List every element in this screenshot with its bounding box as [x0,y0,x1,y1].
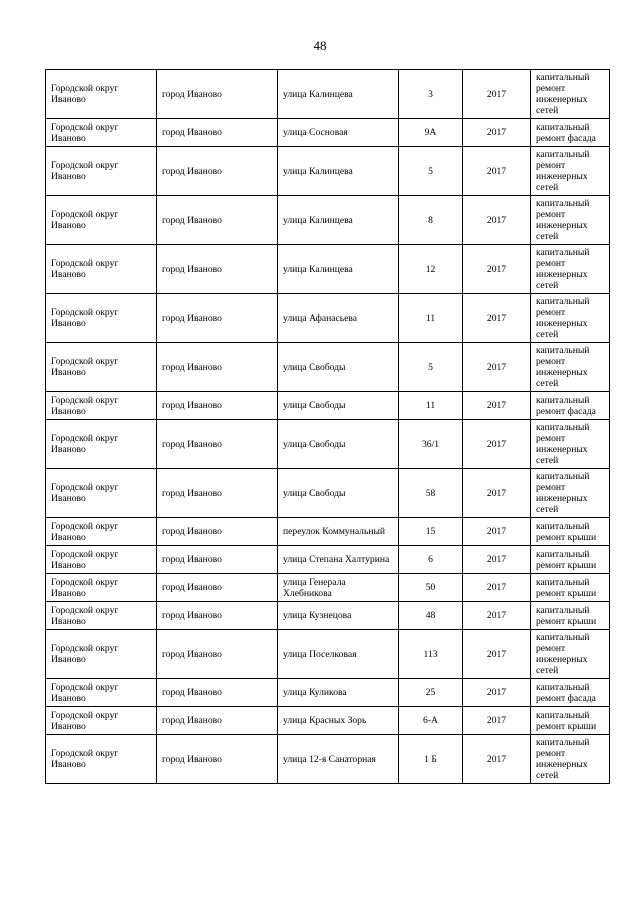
table-row [46,196,610,245]
year-cell: 2017 [463,294,531,343]
district-cell: Городской округ Иваново [46,343,157,392]
street-cell: переулок Коммунальный [278,518,399,546]
street-cell: улица Поселковая [278,630,399,679]
city-cell: город Иваново [157,196,278,245]
district-cell: Городской округ Иваново [46,420,157,469]
work-type-cell: капитальный ремонт инженерных сетей [531,343,610,392]
house-number-cell: 5 [399,343,463,392]
table-row [46,679,610,707]
table-row [46,294,610,343]
street-cell: улица Афанасьева [278,294,399,343]
city-cell: город Иваново [157,70,278,119]
table-row [46,630,610,679]
house-number-cell: 8 [399,196,463,245]
year-cell: 2017 [463,546,531,574]
year-cell: 2017 [463,518,531,546]
work-type-cell: капитальный ремонт инженерных сетей [531,420,610,469]
page-number: 48 [313,38,327,53]
city-cell: город Иваново [157,392,278,420]
house-number-cell: 11 [399,392,463,420]
table-row [46,602,610,630]
street-cell: улица Калинцева [278,245,399,294]
year-cell: 2017 [463,420,531,469]
house-number-cell: 11 [399,294,463,343]
work-type-cell: капитальный ремонт инженерных сетей [531,469,610,518]
district-cell: Городской округ Иваново [46,518,157,546]
housing-repair-table [45,69,610,784]
work-type-cell: капитальный ремонт крыши [531,707,610,735]
city-cell: город Иваново [157,518,278,546]
district-cell: Городской округ Иваново [46,245,157,294]
city-cell: город Иваново [157,574,278,602]
table-row [46,119,610,147]
district-cell: Городской округ Иваново [46,392,157,420]
street-cell: улица Генерала Хлебникова [278,574,399,602]
city-cell: город Иваново [157,420,278,469]
city-cell: город Иваново [157,735,278,784]
year-cell: 2017 [463,70,531,119]
street-cell: улица Сосновая [278,119,399,147]
work-type-cell: капитальный ремонт крыши [531,518,610,546]
year-cell: 2017 [463,196,531,245]
year-cell: 2017 [463,392,531,420]
street-cell: улица 12-я Санаторная [278,735,399,784]
house-number-cell: 12 [399,245,463,294]
house-number-cell: 6-А [399,707,463,735]
work-type-cell: капитальный ремонт крыши [531,546,610,574]
year-cell: 2017 [463,602,531,630]
house-number-cell: 5 [399,147,463,196]
work-type-cell: капитальный ремонт крыши [531,574,610,602]
house-number-cell: 50 [399,574,463,602]
street-cell: улица Степана Халтурина [278,546,399,574]
table-row [46,574,610,602]
year-cell: 2017 [463,630,531,679]
city-cell: город Иваново [157,469,278,518]
street-cell: улица Калинцева [278,196,399,245]
table-row [46,735,610,784]
table-row [46,420,610,469]
table-row [46,518,610,546]
district-cell: Городской округ Иваново [46,469,157,518]
year-cell: 2017 [463,147,531,196]
district-cell: Городской округ Иваново [46,119,157,147]
district-cell: Городской округ Иваново [46,630,157,679]
house-number-cell: 25 [399,679,463,707]
year-cell: 2017 [463,707,531,735]
city-cell: город Иваново [157,343,278,392]
street-cell: улица Свободы [278,420,399,469]
city-cell: город Иваново [157,147,278,196]
district-cell: Городской округ Иваново [46,147,157,196]
year-cell: 2017 [463,735,531,784]
house-number-cell: 113 [399,630,463,679]
work-type-cell: капитальный ремонт фасада [531,679,610,707]
work-type-cell: капитальный ремонт инженерных сетей [531,245,610,294]
district-cell: Городской округ Иваново [46,735,157,784]
house-number-cell: 6 [399,546,463,574]
city-cell: город Иваново [157,546,278,574]
work-type-cell: капитальный ремонт инженерных сетей [531,147,610,196]
district-cell: Городской округ Иваново [46,602,157,630]
year-cell: 2017 [463,245,531,294]
street-cell: улица Свободы [278,469,399,518]
district-cell: Городской округ Иваново [46,294,157,343]
city-cell: город Иваново [157,119,278,147]
table-row [46,147,610,196]
work-type-cell: капитальный ремонт фасада [531,119,610,147]
house-number-cell: 48 [399,602,463,630]
house-number-cell: 1 Б [399,735,463,784]
work-type-cell: капитальный ремонт инженерных сетей [531,735,610,784]
year-cell: 2017 [463,679,531,707]
work-type-cell: капитальный ремонт крыши [531,602,610,630]
city-cell: город Иваново [157,707,278,735]
street-cell: улица Кузнецова [278,602,399,630]
street-cell: улица Красных Зорь [278,707,399,735]
work-type-cell: капитальный ремонт инженерных сетей [531,294,610,343]
city-cell: город Иваново [157,630,278,679]
district-cell: Городской округ Иваново [46,679,157,707]
work-type-cell: капитальный ремонт инженерных сетей [531,630,610,679]
work-type-cell: капитальный ремонт фасада [531,392,610,420]
street-cell: улица Свободы [278,392,399,420]
district-cell: Городской округ Иваново [46,546,157,574]
street-cell: улица Калинцева [278,147,399,196]
house-number-cell: 3 [399,70,463,119]
house-number-cell: 36/1 [399,420,463,469]
city-cell: город Иваново [157,245,278,294]
work-type-cell: капитальный ремонт инженерных сетей [531,196,610,245]
table-row [46,546,610,574]
year-cell: 2017 [463,574,531,602]
street-cell: улица Свободы [278,343,399,392]
year-cell: 2017 [463,343,531,392]
table-body [46,70,610,784]
table-row [46,392,610,420]
street-cell: улица Калинцева [278,70,399,119]
house-number-cell: 58 [399,469,463,518]
city-cell: город Иваново [157,679,278,707]
year-cell: 2017 [463,119,531,147]
district-cell: Городской округ Иваново [46,574,157,602]
city-cell: город Иваново [157,602,278,630]
table-row [46,70,610,119]
year-cell: 2017 [463,469,531,518]
house-number-cell: 9А [399,119,463,147]
work-type-cell: капитальный ремонт инженерных сетей [531,70,610,119]
house-number-cell: 15 [399,518,463,546]
table-row [46,343,610,392]
district-cell: Городской округ Иваново [46,70,157,119]
district-cell: Городской округ Иваново [46,707,157,735]
city-cell: город Иваново [157,294,278,343]
table-row [46,469,610,518]
street-cell: улица Куликова [278,679,399,707]
district-cell: Городской округ Иваново [46,196,157,245]
table-row [46,707,610,735]
table-row [46,245,610,294]
